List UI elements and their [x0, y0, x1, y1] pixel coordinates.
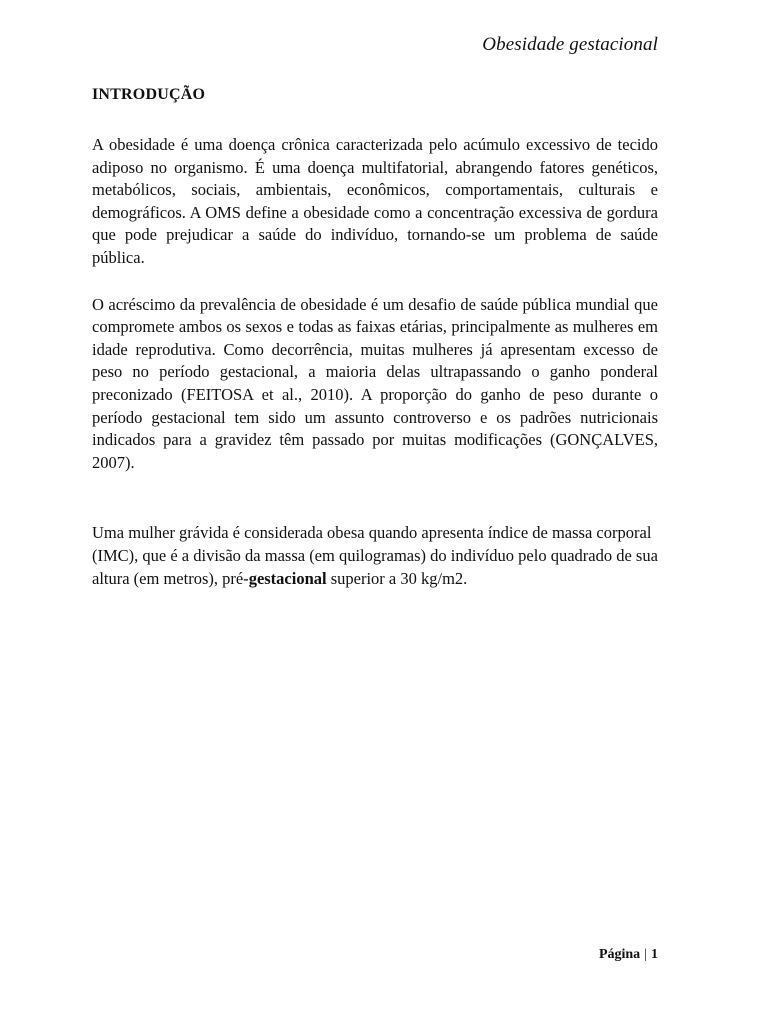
- paragraph-obesity-definition: A obesidade é uma doença crônica caracterizada pelo acúmulo excessivo de tecido adiposo no organismo. É uma doença multifatorial, abrangendo fatores genéticos, metabólicos, sociais, ambientais, econômicos, comportamentais, culturais e demográficos. A OMS define a obesidade como a concentração excessiva de gordura que pode prejudicar a saúde do indivíduo, tornando-se um problema de saúde pública.: [92, 135, 658, 267]
- page-content: [92, 86, 658, 590]
- page-footer: [599, 947, 658, 963]
- page-label: Página: [598, 947, 641, 962]
- page-number: 1: [651, 947, 658, 962]
- paragraph-imc-bold-term: gestacional: [248, 568, 327, 588]
- paragraph-imc-definition: [92, 522, 658, 590]
- paragraph-imc-text-start: Uma mulher grávida é considerada obesa quando apresenta índice de massa corporal (IMC), que é a divisão da massa (em quilogramas) do indivíduo pelo quadrado de sua altura (em metros), pré-: [92, 523, 658, 588]
- running-header-title: Obesidade gestacional: [482, 34, 658, 55]
- paragraph-imc-text-end: superior a 30 kg/m2.: [326, 568, 468, 588]
- paragraph-prevalence: O acréscimo da prevalência de obesidade é um desafio de saúde pública mundial que compromete ambos os sexos e todas as faixas etárias, principalmente as mulheres em idade reprodutiva. Como decorrência, muitas mulheres já apresentam excesso de peso no período gestacional, a maioria delas ultrapassando o ganho ponderal preconizado (FEITOSA et al., 2010). A proporção do ganho de peso durante o período gestacional tem sido um assunto controverso e os padrões nutricionais indicados para a gravidez têm passado por muitas modificações (GONÇALVES, 2007).: [92, 294, 658, 472]
- section-heading: INTRODUÇÃO: [92, 86, 206, 103]
- page-separator: |: [644, 947, 647, 962]
